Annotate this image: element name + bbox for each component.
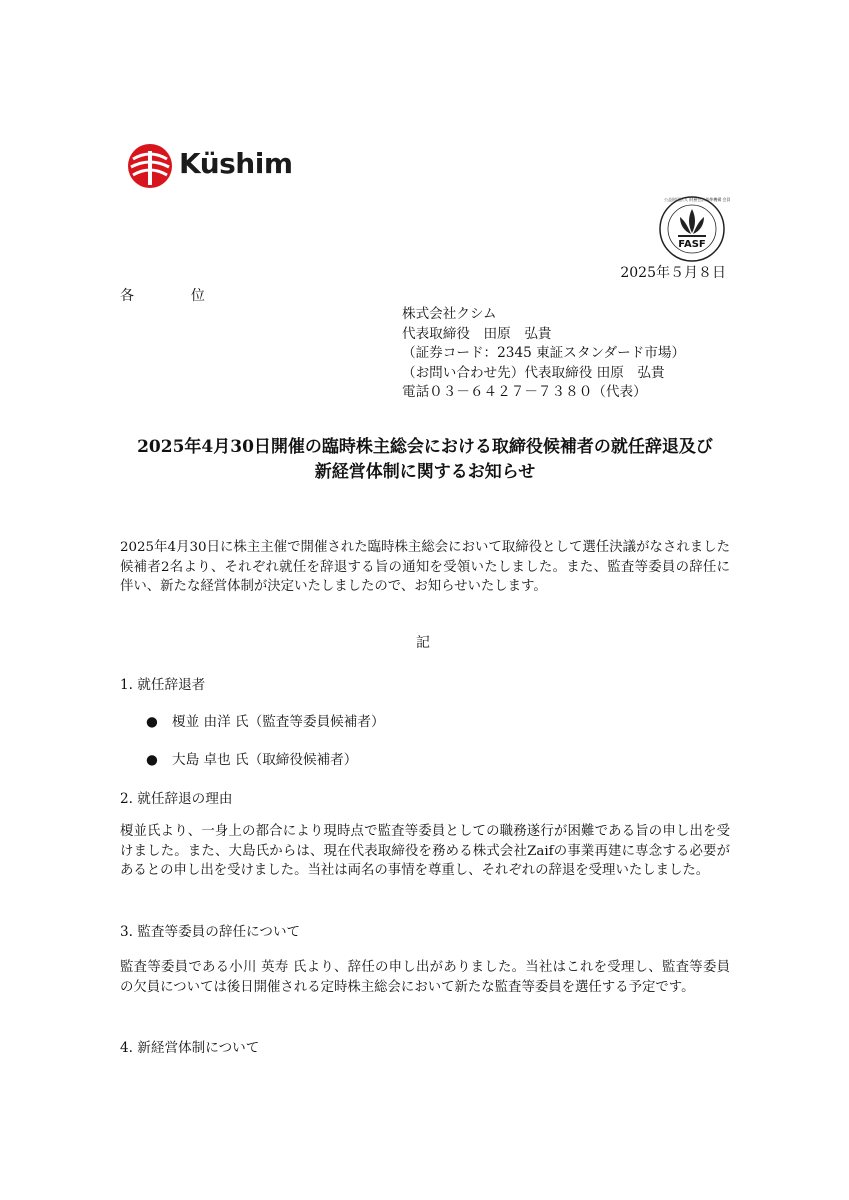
fasf-seal <box>658 195 731 263</box>
intro-paragraph: 2025年4月30日に株主主催で開催された臨時株主総会において取締役として選任決議がなされました候補者2名より、それぞれ就任を辞退する旨の通知を受領いたしました。また、監査等委員の辞任に伴い、新たな経営体制が決定いたしましたので、お知らせいたします。 <box>120 540 730 595</box>
section-4-heading: 4. 新経営体制について <box>120 1040 260 1056</box>
title-line-2: 新経営体制に関するお知らせ <box>314 462 536 482</box>
sender-representative: 代表取締役 田原 弘貴 <box>402 325 552 342</box>
section-2-heading: 2. 就任辞退の理由 <box>120 791 233 807</box>
sender-company: 株式会社クシム <box>402 306 497 322</box>
addressee <box>120 285 205 305</box>
company-logo <box>127 143 297 191</box>
title-line-1: 2025年4月30日開催の臨時株主総会における取締役候補者の就任辞退及び <box>137 437 713 457</box>
fasf-seal-icon <box>658 195 731 263</box>
fasf-arc-text: 公益財団法人 財務会計基準機構 会員 <box>664 197 731 202</box>
section-2-body: 榎並氏より、一身上の都合により現時点で監査等委員としての職務遂行が困難である旨の申し出を受けました。また、大島氏からは、現在代表取締役を務める株式会社Zaifの事業再建に専念する必要があるとの申し出を受けました。当社は両名の事情を尊重し、それぞれの辞退を受理いたしました。 <box>120 824 730 879</box>
sender-phone: 電話０３－６４２７－７３８０（代表） <box>402 384 647 401</box>
sender-block <box>402 305 685 403</box>
document-title <box>80 435 770 485</box>
list-item-text: 榎並 由洋 氏（監査等委員候補者） <box>172 714 385 730</box>
ki-mark: 記 <box>416 635 430 651</box>
bullet-icon: ● <box>146 752 158 768</box>
document-date: 2025年５月８日 <box>620 265 726 281</box>
sender-contact: （お問い合わせ先）代表取締役 田原 弘貴 <box>402 364 665 381</box>
list-item <box>146 710 385 730</box>
section-3-heading: 3. 監査等委員の辞任について <box>120 924 301 940</box>
list-item-text: 大島 卓也 氏（取締役候補者） <box>172 752 358 768</box>
kushim-logo-icon <box>127 143 173 189</box>
sender-securities-code: （証券コード：2345 東証スタンダード市場） <box>402 345 686 362</box>
bullet-icon: ● <box>146 714 158 730</box>
addressee-part1: 各 <box>120 288 134 304</box>
fasf-label: FASF <box>678 239 706 250</box>
addressee-part2: 位 <box>190 288 205 304</box>
section-3-body: 監査等委員である小川 英寿 氏より、辞任の申し出がありました。当社はこれを受理し、監査等委員の欠員については後日開催される定時株主総会において新たな監査等委員を選任する予定です。 <box>120 960 730 995</box>
logo-text: Küshim <box>179 147 293 180</box>
list-item <box>146 748 357 768</box>
section-1-heading: 1. 就任辞退者 <box>120 677 206 693</box>
